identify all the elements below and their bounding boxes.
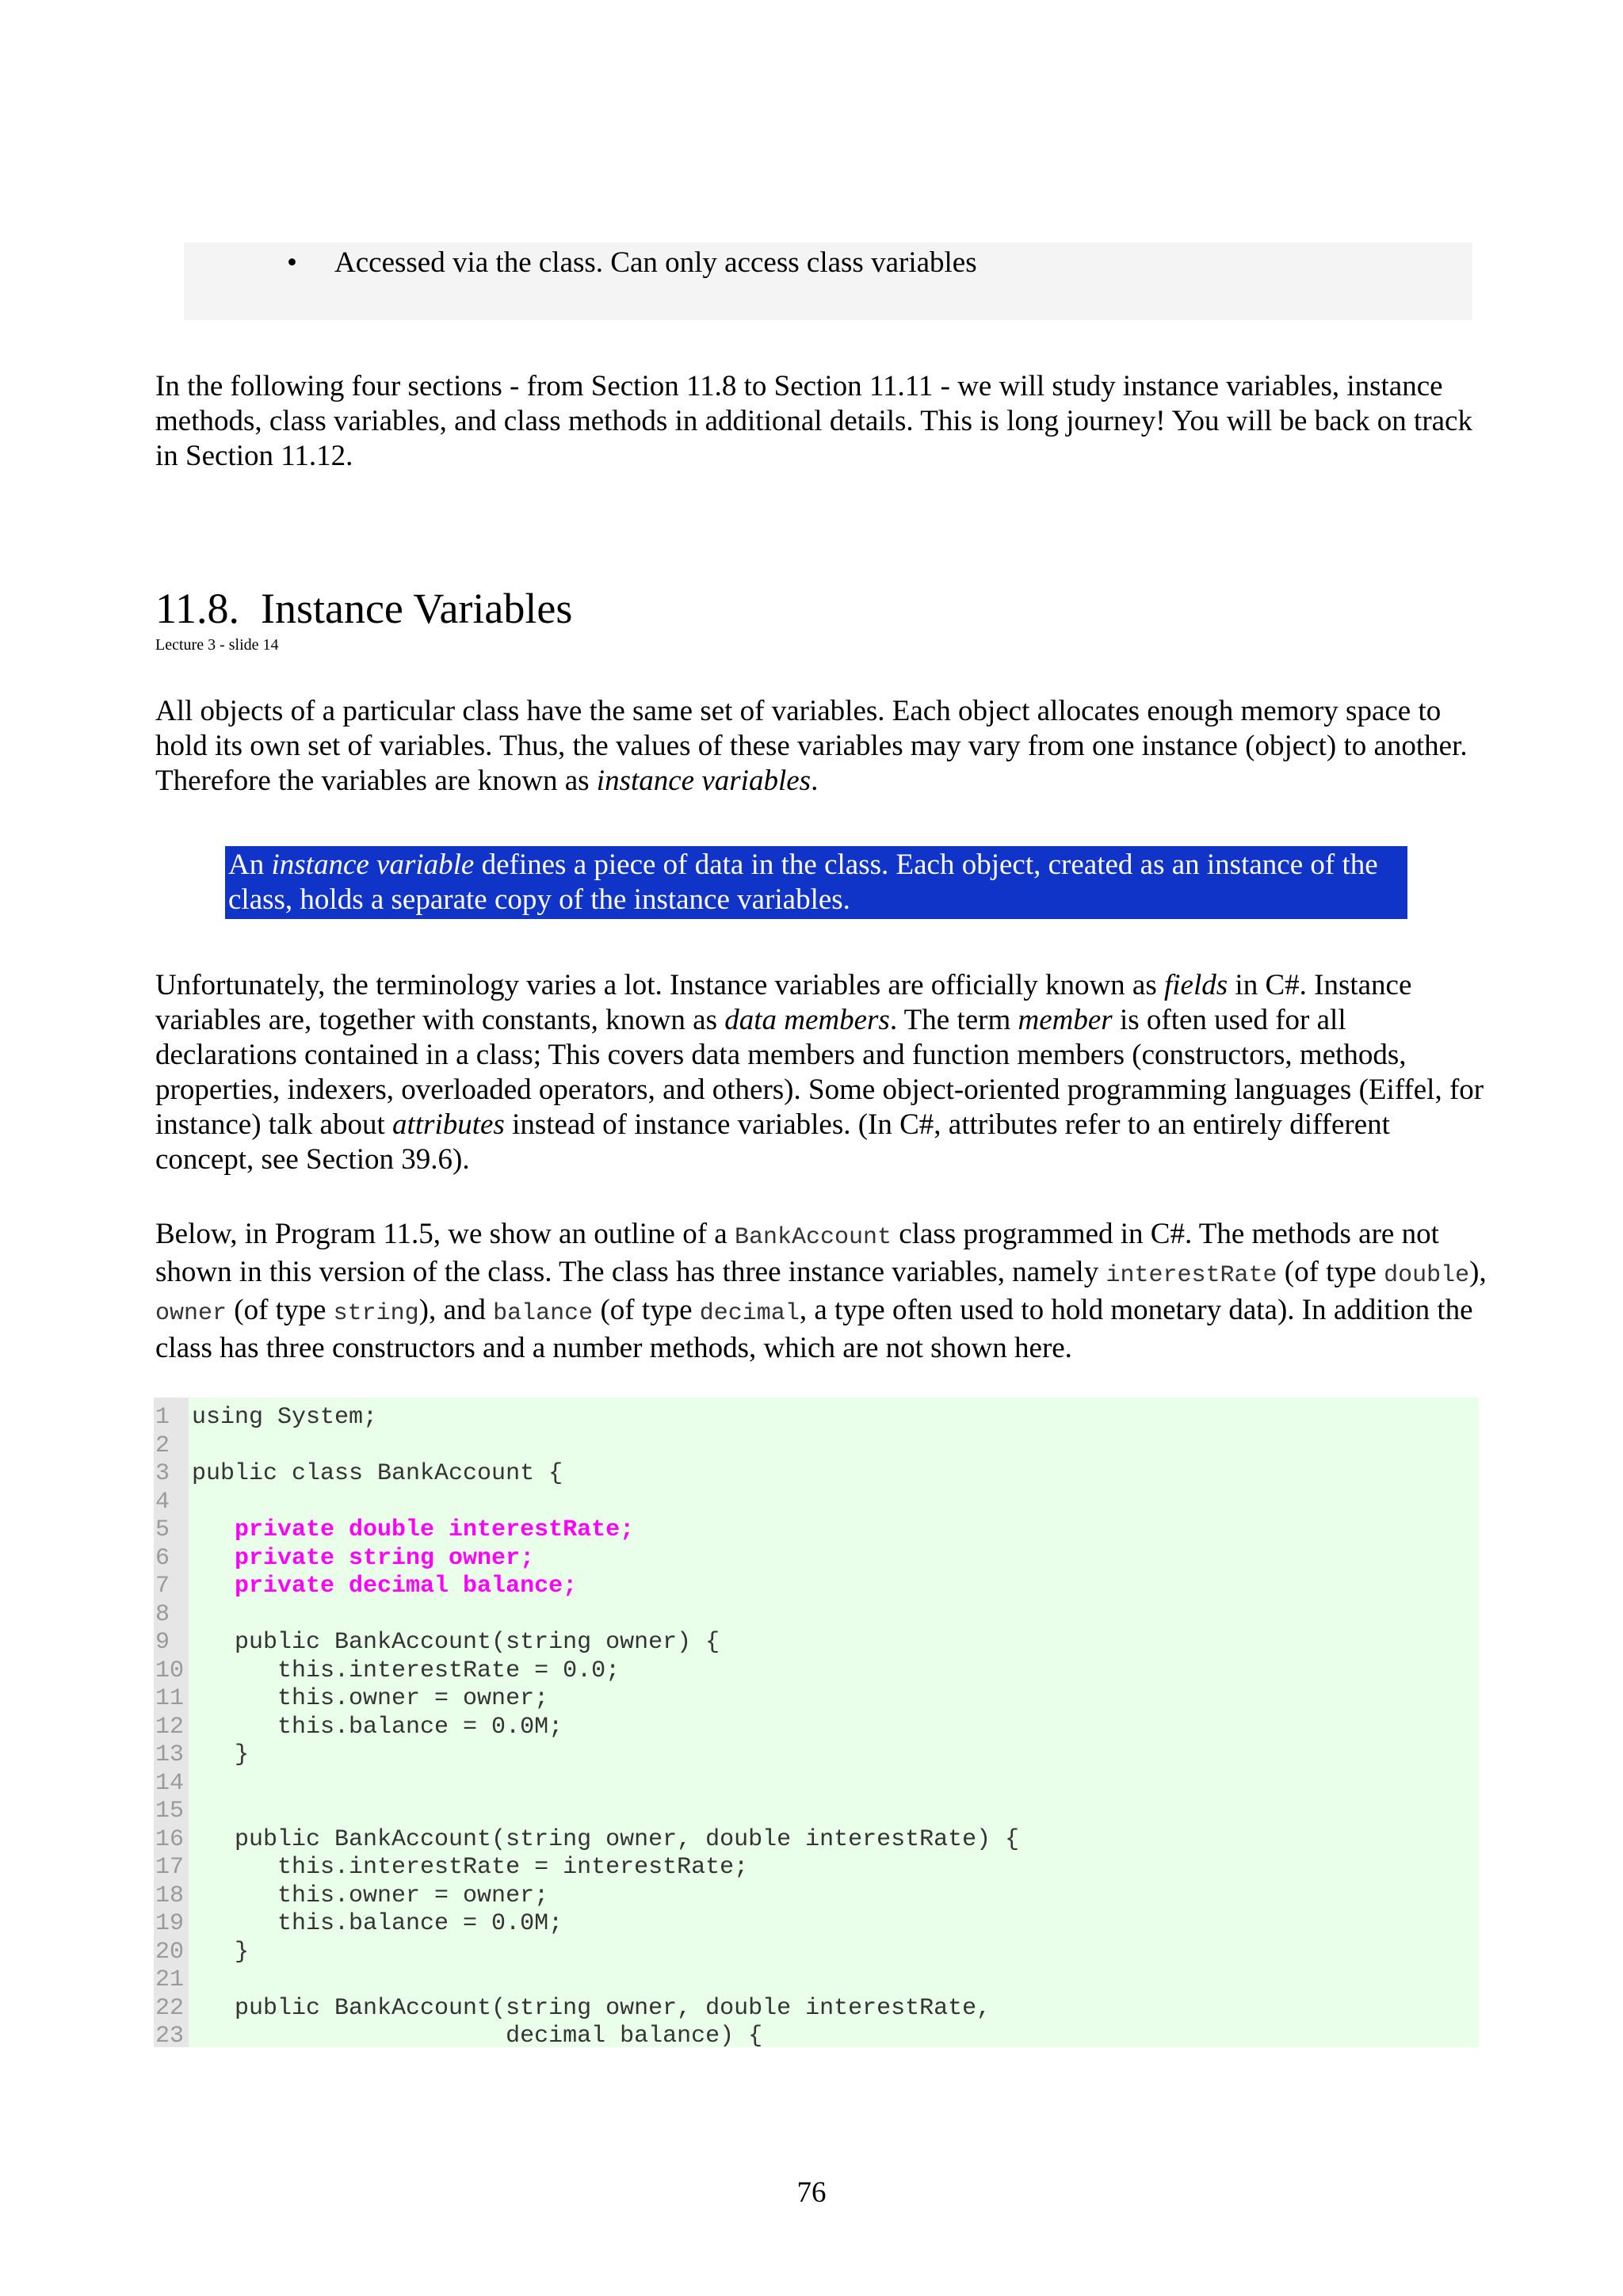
code-text: using System; — [192, 1404, 378, 1431]
section-title: Instance Variables — [261, 585, 573, 632]
code-text: this.balance = 0.0M; — [192, 1910, 563, 1937]
intro-paragraph: In the following four sections - from Section 11.8 to Section 11.11 - we will study instance variables, instance methods, class variables, and class methods in additional details. This is long journey! You will be back on track in Section 11.12. — [155, 370, 1472, 472]
bullet-text: Accessed via the class. Can only access class variables — [334, 246, 977, 279]
bullet-item — [287, 242, 977, 284]
line-number: 2 — [155, 1432, 170, 1459]
code-text: public BankAccount(string owner, double interestRate, — [192, 1994, 991, 2022]
inline-code: interestRate — [1106, 1262, 1277, 1289]
section-number: 11.8. — [155, 585, 239, 632]
code-text: } — [192, 1741, 250, 1768]
code-text: private double interestRate; — [192, 1516, 635, 1543]
line-number: 12 — [155, 1713, 185, 1741]
line-number: 1 — [155, 1404, 170, 1431]
line-number: 23 — [155, 2023, 185, 2050]
definition-box: An instance variable defines a piece of data in the class. Each object, created as an instance of the class, holds a separate copy of the instance variables. — [225, 846, 1407, 919]
line-number: 6 — [155, 1544, 170, 1572]
line-number: 14 — [155, 1769, 185, 1797]
line-number: 7 — [155, 1573, 170, 1600]
code-text: this.owner = owner; — [192, 1882, 549, 1909]
inline-code: BankAccount — [734, 1224, 892, 1251]
definition-term: instance variable — [271, 849, 475, 881]
code-text: private decimal balance; — [192, 1573, 578, 1600]
code-text: private string owner; — [192, 1544, 535, 1572]
bullet-dot-icon: • — [287, 246, 297, 279]
paragraph-terminology: Unfortunately, the terminology varies a lot. Instance variables are officially known as fields in C#. Instance variables are, together with constants, known as data members. The term member is often used for all declarations contained in a class; This covers data members and function members (constructors, methods, properties, indexers, overloaded operators, and others). Some object-oriented programming languages (Eiffel, for instance) talk about attributes instead of instance variables. (In C#, attributes refer to an entirely different concept, see Section 39.6). — [155, 969, 1484, 1176]
line-number: 19 — [155, 1910, 185, 1937]
line-number: 9 — [155, 1629, 170, 1656]
line-number: 10 — [155, 1657, 185, 1684]
line-number: 3 — [155, 1460, 170, 1487]
line-number: 8 — [155, 1600, 170, 1628]
code-text: this.interestRate = 0.0; — [192, 1657, 621, 1684]
paragraph-instance-vars: All objects of a particular class have the same set of variables. Each object allocates enough memory space to hold its own set of variables. Thus, the values of these variables may vary from one instance (object) to another. Therefore the variables are known as instance variables. — [155, 695, 1468, 797]
code-text: public BankAccount(string owner) { — [192, 1629, 720, 1656]
slide-reference: Lecture 3 - slide 14 — [155, 636, 279, 654]
line-number: 22 — [155, 1994, 185, 2022]
line-number: 4 — [155, 1488, 170, 1516]
code-listing — [154, 1398, 1479, 2050]
line-number: 20 — [155, 1938, 185, 1966]
code-text: this.owner = owner; — [192, 1685, 549, 1712]
emphasis: instance variables — [596, 765, 812, 797]
line-number: 21 — [155, 1966, 185, 1993]
code-text: } — [192, 1938, 250, 1966]
inline-code: balance — [493, 1300, 594, 1327]
line-number: 16 — [155, 1825, 185, 1853]
line-number: 17 — [155, 1854, 185, 1881]
page-number: 76 — [796, 2176, 827, 2209]
inline-code: owner — [155, 1300, 227, 1327]
paragraph-program-description: Below, in Program 11.5, we show an outline of a BankAccount class programmed in C#. The methods are not shown in this version of the class. The class has three instance variables, namely interestRate (of type double), owner (of type string), and balance (of type decimal, a type often used to hold monetary data). In addition the class has three constructors and a number methods, which are not shown here. — [155, 1218, 1487, 1364]
line-number: 18 — [155, 1882, 185, 1909]
code-text: this.interestRate = interestRate; — [192, 1854, 749, 1881]
inline-code: string — [333, 1300, 419, 1327]
section-heading — [155, 582, 572, 635]
line-number: 11 — [155, 1685, 185, 1712]
line-number: 5 — [155, 1516, 170, 1543]
code-text: decimal balance) { — [192, 2023, 763, 2050]
bullet-box — [184, 242, 1472, 320]
inline-code: decimal — [699, 1300, 800, 1327]
code-text: public class BankAccount { — [192, 1460, 563, 1487]
line-number: 13 — [155, 1741, 185, 1768]
inline-code: double — [1384, 1262, 1470, 1289]
code-text: public BankAccount(string owner, double interestRate) { — [192, 1825, 1020, 1853]
code-text: this.balance = 0.0M; — [192, 1713, 563, 1741]
line-number: 15 — [155, 1798, 185, 1825]
